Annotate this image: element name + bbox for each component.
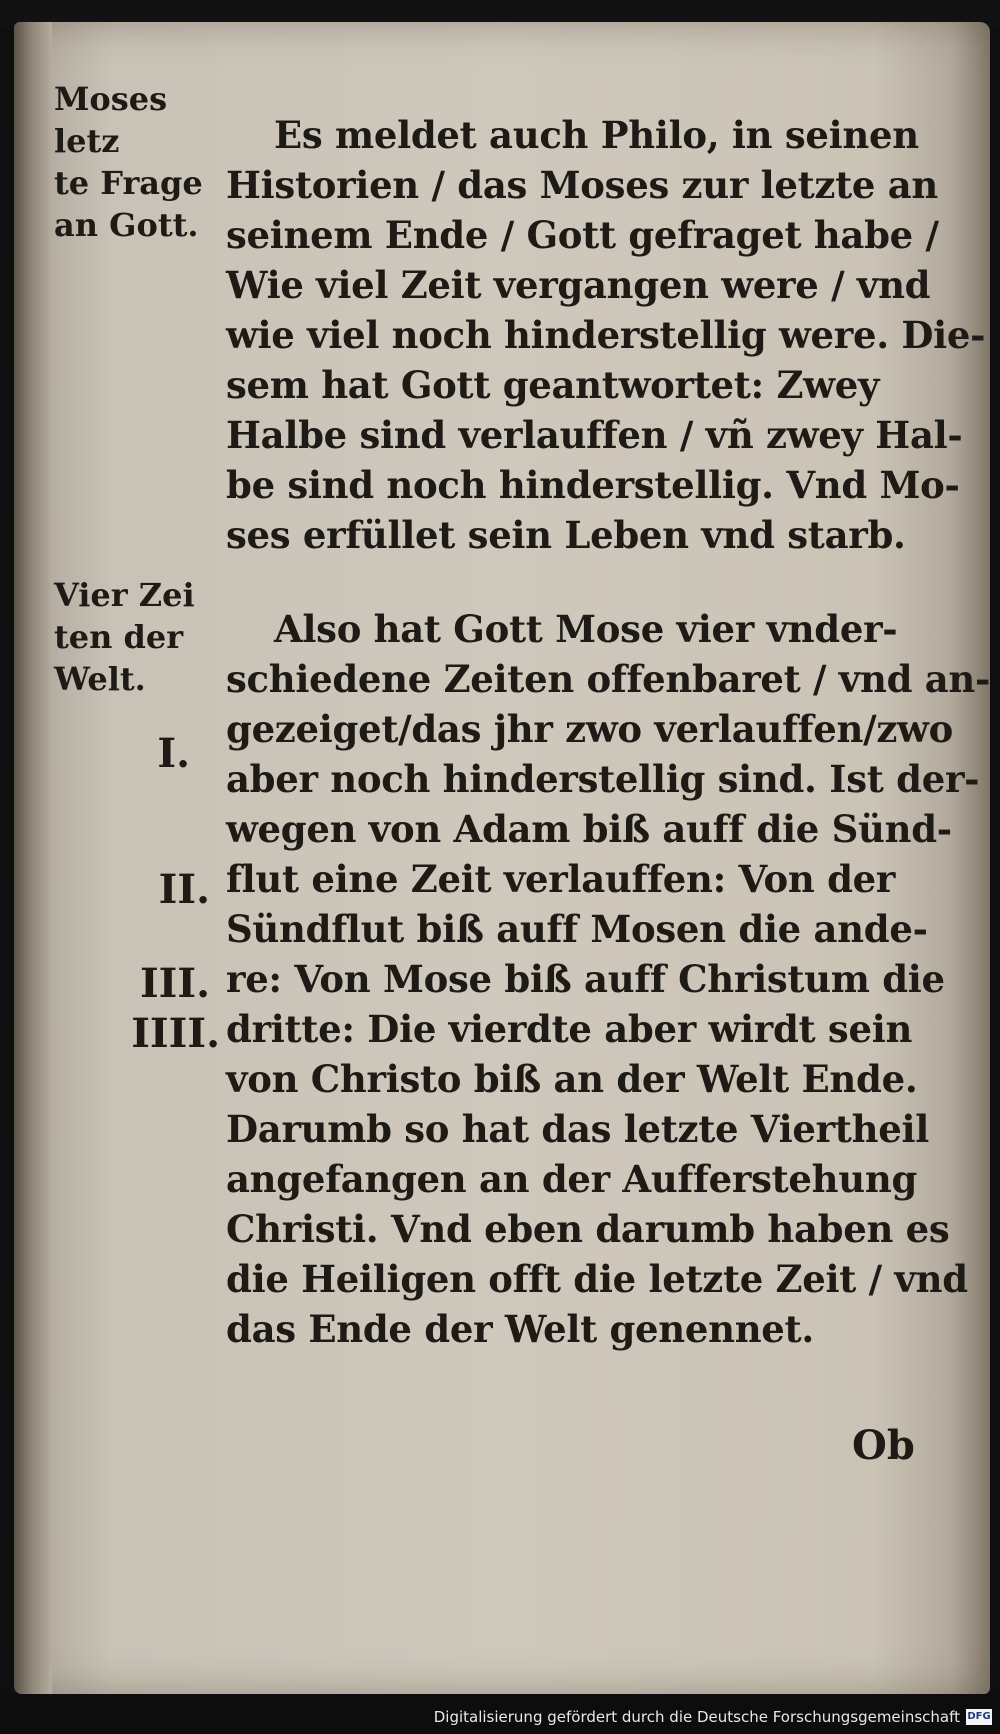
numeral-3: III. <box>139 960 210 1007</box>
text-line: Sündflut biß auff Mosen die ande- <box>226 907 928 951</box>
text-line: aber noch hinderstellig sind. Ist der- <box>226 757 980 801</box>
text-line: von Christo biß an der Welt Ende. <box>226 1057 918 1101</box>
text-line: Halbe sind verlauffen / vñ zwey Hal- <box>226 413 963 457</box>
text-line: wegen von Adam biß auff die Sünd- <box>226 807 952 851</box>
margin-note-vier-zeiten: Vier Zei ten der Welt. <box>54 576 195 698</box>
text-line: be sind noch hinderstellig. Vnd Mo- <box>226 463 960 507</box>
numeral-1: I. <box>157 730 190 777</box>
text-line: Christi. Vnd eben darumb haben es <box>226 1207 950 1251</box>
text-line: angefangen an der Aufferstehung <box>226 1157 918 1201</box>
text-line: Also hat Gott Mose vier vnder- <box>274 607 898 651</box>
text-line: die Heiligen offt die letzte Zeit / vnd <box>226 1257 968 1301</box>
text-line: wie viel noch hinderstellig were. Die- <box>226 313 986 357</box>
text-line: schiedene Zeiten offenbaret / vnd an- <box>226 657 991 701</box>
page-text <box>14 22 990 1694</box>
text-line: sem hat Gott geantwortet: Zwey <box>226 363 880 407</box>
text-line: Historien / das Moses zur letzte an <box>226 163 939 207</box>
text-line: re: Von Mose biß auff Christum die <box>226 957 945 1001</box>
text-line: Darumb so hat das letzte Viertheil <box>226 1107 929 1151</box>
text-line: seinem Ende / Gott gefraget habe / <box>226 213 939 257</box>
text-line: das Ende der Welt genennet. <box>226 1307 814 1351</box>
book-page <box>14 22 990 1694</box>
text-line: dritte: Die vierdte aber wirdt sein <box>226 1007 913 1051</box>
margin-note-moses: Moses letz te Frage an Gott. <box>54 80 203 244</box>
numeral-2: II. <box>158 866 210 913</box>
text-line: gezeiget/das jhr zwo verlauffen/zwo <box>226 707 953 751</box>
funding-credit: Digitalisierung gefördert durch die Deutsche Forschungsgemeinschaft <box>433 1708 960 1726</box>
catchword: Ob <box>852 1422 915 1469</box>
dfg-logo-icon: DFG <box>966 1709 992 1725</box>
paragraph-vier-zeiten <box>226 604 991 1354</box>
footer-bar <box>0 1694 1000 1734</box>
text-line: Es meldet auch Philo, in seinen <box>274 113 919 157</box>
text-line: ses erfüllet sein Leben vnd starb. <box>226 513 906 557</box>
numeral-4: IIII. <box>131 1010 220 1057</box>
text-line: flut eine Zeit verlauffen: Von der <box>226 857 896 901</box>
text-line: Wie viel Zeit vergangen were / vnd <box>226 263 931 307</box>
paragraph-philo <box>226 110 986 560</box>
